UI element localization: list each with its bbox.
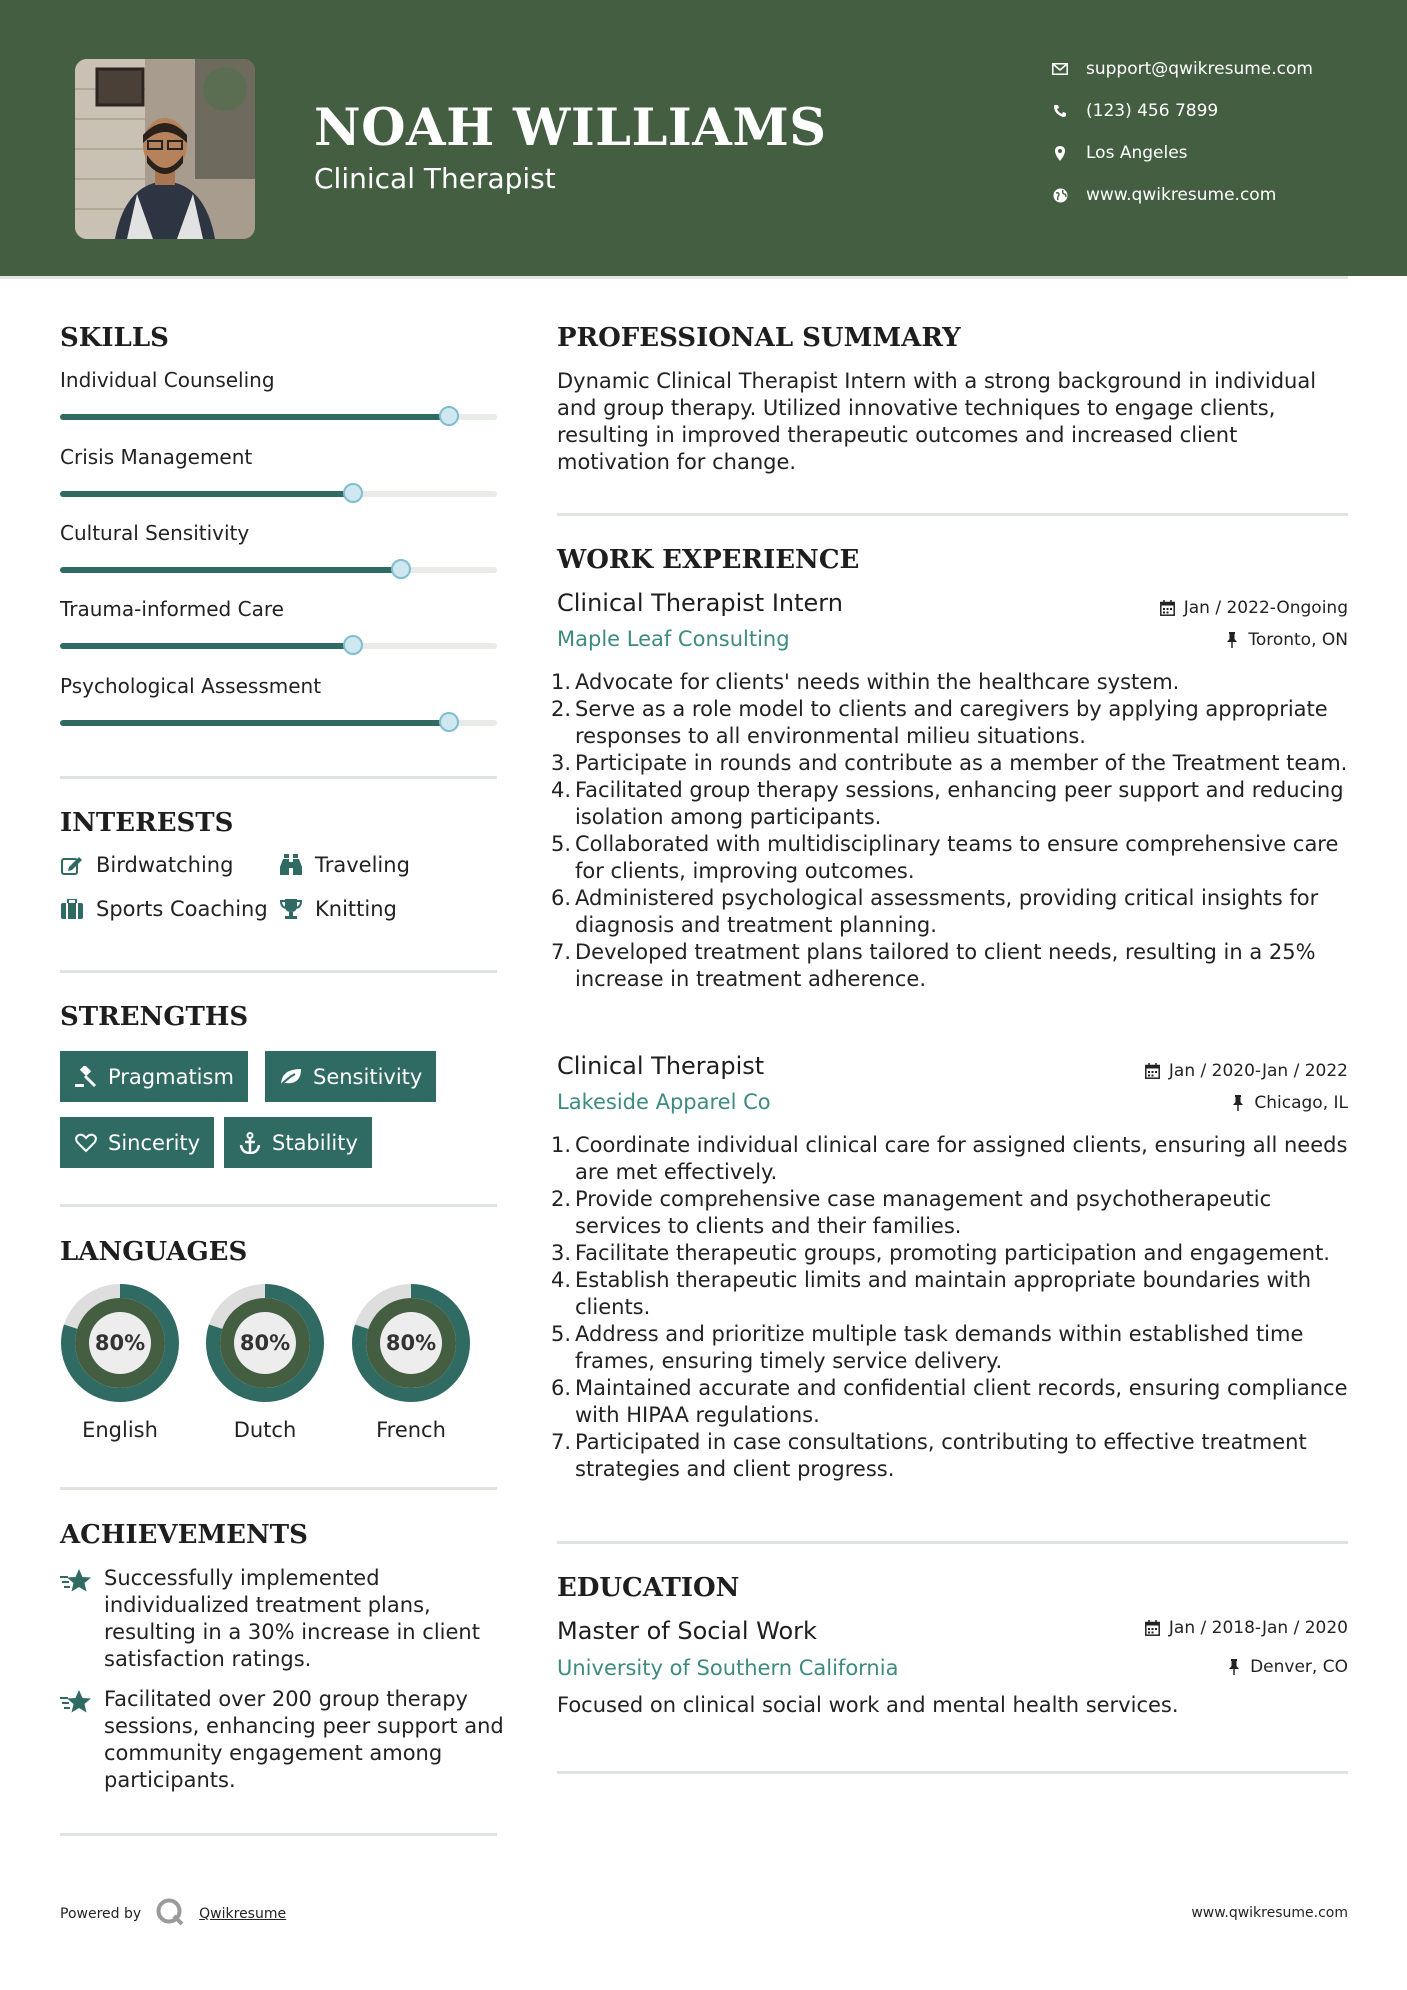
interest-label: Knitting (315, 897, 397, 921)
header-divider (0, 276, 1348, 279)
calendar-icon (1144, 1619, 1162, 1637)
interest-label: Birdwatching (96, 853, 234, 877)
duty-item: 3. Participate in rounds and contribute as a member of the Treatment team. (551, 751, 1348, 775)
education-heading: EDUCATION (557, 1573, 740, 1603)
skill-bar-fill (60, 720, 449, 726)
contact-email-text: support@qwikresume.com (1086, 59, 1313, 79)
skill-label: Individual Counseling (60, 368, 275, 392)
strength-badge (60, 1117, 214, 1168)
star-achievement-icon (60, 1688, 94, 1718)
leaf-icon (279, 1065, 303, 1089)
skill-bar (60, 720, 497, 726)
company-name: Lakeside Apparel Co (557, 1090, 771, 1114)
achievement-text: Successfully implemented individualized treatment plans, resulting in a 30% increase in client satisfaction ratings. (104, 1566, 480, 1671)
interest-label: Sports Coaching (96, 897, 268, 921)
profile-photo (75, 59, 255, 239)
strength-label: Sensitivity (313, 1064, 423, 1089)
skill-label: Crisis Management (60, 445, 253, 469)
language-item (204, 1282, 326, 1442)
contact-location (1050, 141, 1188, 165)
language-percent: 80% (385, 1331, 437, 1355)
star-achievement-icon (60, 1567, 94, 1597)
achievement-text: Facilitated over 200 group therapy sessions, enhancing peer support and community engagement among participants. (104, 1687, 504, 1792)
strength-label: Stability (272, 1130, 358, 1155)
skill-bar-fill (60, 491, 353, 497)
briefcase-icon (60, 897, 84, 921)
job-dates-text: Jan / 2020-Jan / 2022 (1168, 1061, 1348, 1081)
interest-item (279, 897, 397, 921)
skill-bar-fill (60, 643, 353, 649)
anchor-icon (238, 1131, 262, 1155)
skill-bar-knob (439, 712, 459, 732)
skill-bar (60, 567, 497, 573)
contact-email[interactable] (1050, 57, 1313, 81)
section-divider (557, 513, 1348, 516)
globe-icon (1050, 185, 1070, 205)
job-location (1223, 630, 1348, 650)
footer-website-link[interactable]: www.qwikresume.com (1191, 1905, 1348, 1921)
job-location (1229, 1093, 1348, 1113)
school-name: University of Southern California (557, 1656, 899, 1680)
education-location (1225, 1657, 1348, 1677)
skill-label: Trauma-informed Care (60, 597, 284, 621)
job-title: Clinical Therapist Intern (557, 589, 843, 617)
pushpin-icon (1225, 1658, 1243, 1676)
skill-label: Psychological Assessment (60, 674, 322, 698)
duty-item: 5. Address and prioritize multiple task demands within established time frames, ensuring timely service delivery. (551, 1322, 1304, 1373)
job-title: Clinical Therapist (557, 1052, 765, 1080)
skill-bar-knob (439, 406, 459, 426)
degree-title: Master of Social Work (557, 1617, 817, 1645)
achievements-heading: ACHIEVEMENTS (60, 1520, 308, 1550)
language-name: French (376, 1418, 446, 1442)
duty-item: 5. Collaborated with multidisciplinary teams to ensure comprehensive care for clients, improving outcomes. (551, 832, 1339, 883)
language-item (59, 1282, 181, 1442)
education-description: Focused on clinical social work and mental health services. (557, 1693, 1179, 1717)
skill-label: Cultural Sensitivity (60, 521, 250, 545)
strength-label: Sincerity (108, 1130, 201, 1155)
contact-location-text: Los Angeles (1086, 143, 1188, 163)
strength-badge (60, 1051, 248, 1102)
contact-website[interactable] (1050, 183, 1276, 207)
interest-item (60, 897, 268, 921)
strength-badge (265, 1051, 436, 1102)
education-dates (1144, 1618, 1348, 1638)
summary-text: Dynamic Clinical Therapist Intern with a strong background in individual and group therapy. Utilized innovative techniques to engage clients, resulting in improved therapeutic outcomes and increased client motivation for change. (557, 369, 1317, 474)
skill-bar-fill (60, 414, 449, 420)
job-dates (1159, 598, 1348, 618)
contact-phone[interactable] (1050, 99, 1218, 123)
envelope-icon (1050, 59, 1070, 79)
skill-bar (60, 414, 497, 420)
calendar-icon (1144, 1062, 1162, 1080)
section-divider (60, 1204, 497, 1207)
skill-bar-knob (391, 559, 411, 579)
duty-item: 2. Provide comprehensive case management and psychotherapeutic services to clients and their families. (551, 1187, 1272, 1238)
calendar-icon (1159, 599, 1177, 617)
interest-label: Traveling (315, 853, 410, 877)
skill-bar-fill (60, 567, 401, 573)
candidate-title: Clinical Therapist (314, 162, 556, 195)
interests-heading: INTERESTS (60, 808, 234, 838)
strength-label: Pragmatism (108, 1064, 234, 1089)
contact-phone-text: (123) 456 7899 (1086, 101, 1219, 121)
resume-header (0, 0, 1407, 276)
job-location-text: Chicago, IL (1254, 1093, 1348, 1113)
education-dates-text: Jan / 2018-Jan / 2020 (1168, 1618, 1348, 1638)
powered-by-text: Powered by (60, 1906, 142, 1922)
section-divider (60, 776, 497, 779)
languages-heading: LANGUAGES (60, 1237, 248, 1267)
binoculars-icon (279, 853, 303, 877)
interest-item (60, 853, 233, 877)
education-location-text: Denver, CO (1250, 1657, 1348, 1677)
skill-bar-knob (343, 635, 363, 655)
contact-website-text: www.qwikresume.com (1086, 185, 1277, 205)
job-dates (1144, 1061, 1348, 1081)
skill-bar (60, 643, 497, 649)
skills-heading: SKILLS (60, 323, 169, 353)
duty-item: 3. Facilitate therapeutic groups, promoting participation and engagement. (551, 1241, 1330, 1265)
heart-icon (74, 1131, 98, 1155)
section-divider (60, 970, 497, 973)
company-name: Maple Leaf Consulting (557, 627, 790, 651)
powered-by (60, 1897, 286, 1931)
strength-badge (224, 1117, 372, 1168)
gavel-icon (74, 1065, 98, 1089)
phone-icon (1050, 101, 1070, 121)
pushpin-icon (1229, 1094, 1247, 1112)
map-pin-icon (1050, 143, 1070, 163)
duty-item: 4. Facilitated group therapy sessions, enhancing peer support and reducing isolation among participants. (551, 778, 1344, 829)
language-item (350, 1282, 472, 1442)
duty-item: 1. Advocate for clients' needs within the healthcare system. (551, 670, 1180, 694)
skill-bar-knob (343, 483, 363, 503)
summary-heading: PROFESSIONAL SUMMARY (557, 323, 961, 353)
section-divider (60, 1487, 497, 1490)
duty-item: 6. Administered psychological assessments, providing critical insights for diagnosis and treatment planning. (551, 886, 1319, 937)
duty-item: 6. Maintained accurate and confidential client records, ensuring compliance with HIPAA regulations. (551, 1376, 1348, 1427)
language-name: Dutch (233, 1418, 297, 1442)
language-percent: 80% (239, 1331, 291, 1355)
duty-item: 7. Participated in case consultations, contributing to effective treatment strategies and client progress. (551, 1430, 1307, 1481)
job-location-text: Toronto, ON (1248, 630, 1348, 650)
duty-item: 1. Coordinate individual clinical care for assigned clients, ensuring all needs are met effectively. (551, 1133, 1348, 1184)
skill-bar (60, 491, 497, 497)
section-divider (557, 1771, 1348, 1774)
qwikresume-logo-icon (155, 1897, 185, 1931)
duty-item: 4. Establish therapeutic limits and maintain appropriate boundaries with clients. (551, 1268, 1312, 1319)
duty-item: 2. Serve as a role model to clients and caregivers by applying appropriate responses to all environmental milieu situations. (551, 697, 1328, 748)
duty-item: 7. Developed treatment plans tailored to client needs, resulting in a 25% increase in treatment adherence. (551, 940, 1316, 991)
job-dates-text: Jan / 2022-Ongoing (1183, 598, 1348, 618)
pushpin-icon (1223, 631, 1241, 649)
experience-heading: WORK EXPERIENCE (557, 545, 860, 575)
section-divider (60, 1833, 497, 1836)
job-duties-list (551, 669, 1357, 993)
candidate-name: NOAH WILLIAMS (314, 98, 827, 158)
qwikresume-link[interactable]: Qwikresume (199, 1906, 287, 1922)
language-name: English (82, 1418, 158, 1442)
language-percent: 80% (94, 1331, 146, 1355)
job-duties-list (551, 1132, 1357, 1483)
trophy-icon (279, 897, 303, 921)
section-divider (557, 1541, 1348, 1544)
pencil-square-icon (60, 853, 84, 877)
interest-item (279, 853, 410, 877)
strengths-heading: STRENGTHS (60, 1002, 249, 1032)
